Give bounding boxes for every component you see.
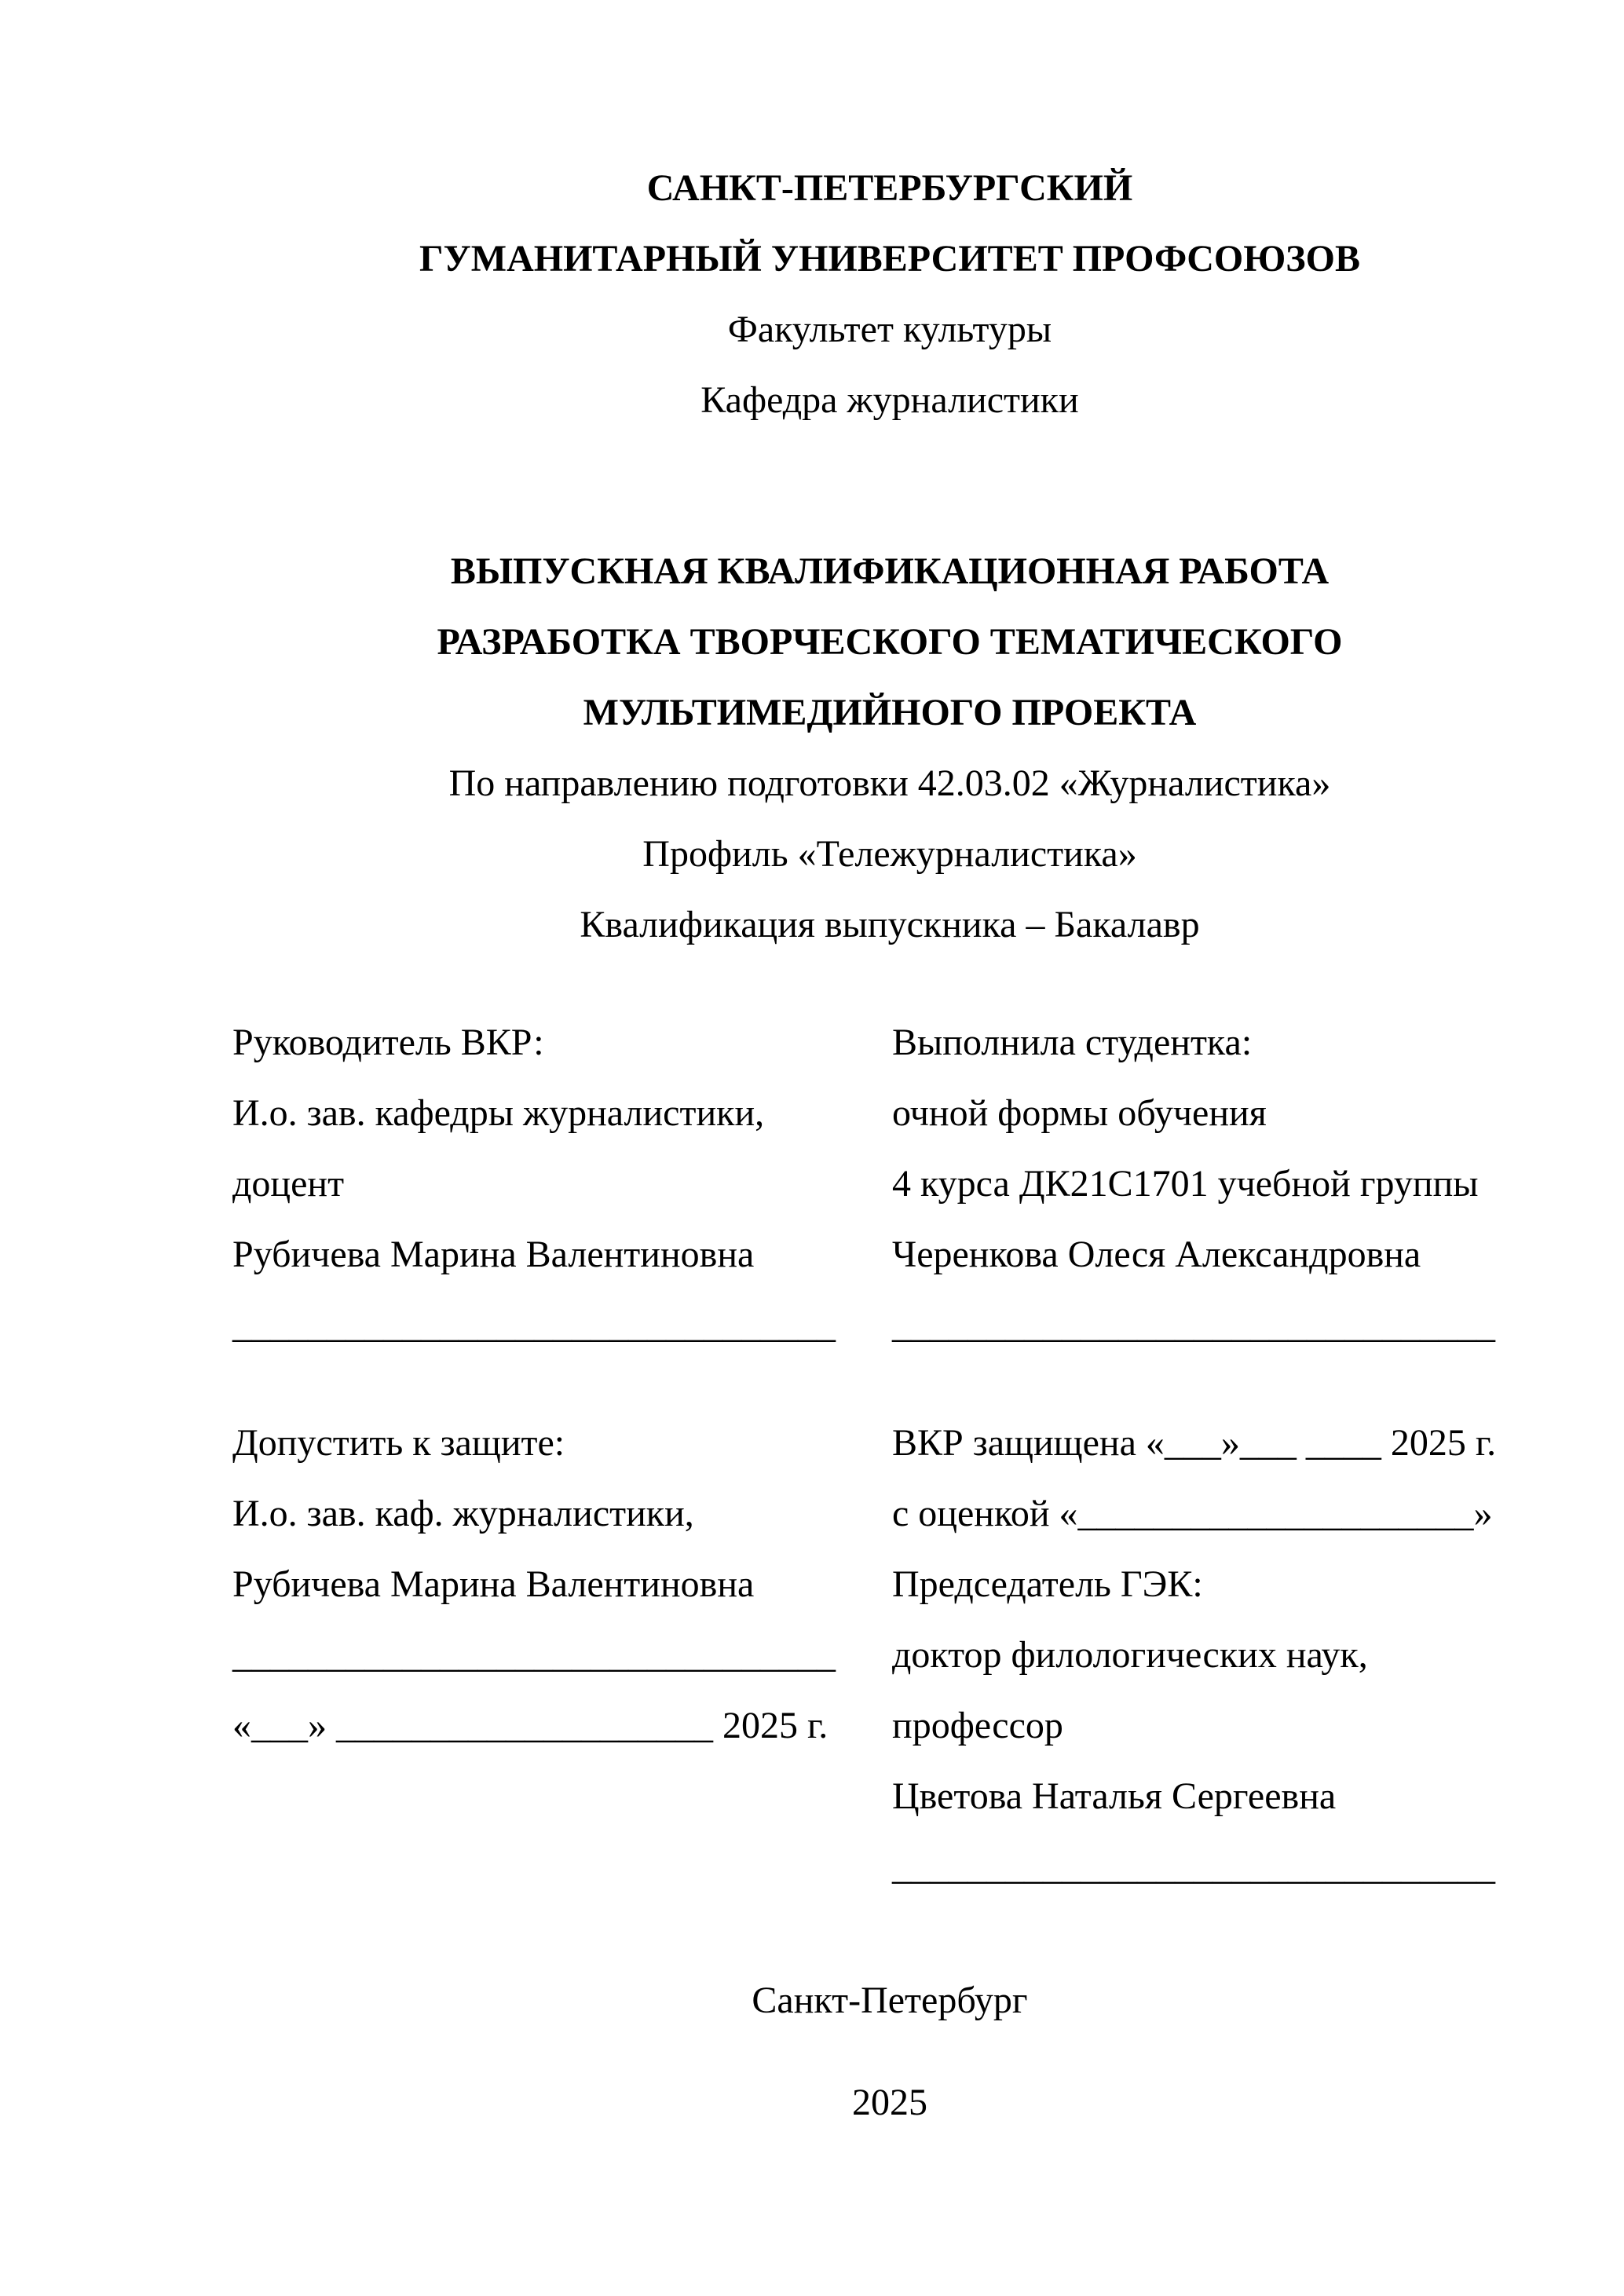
supervisor-student-section xyxy=(232,1007,1547,1361)
gek-chair-signature-line: ________________________________ xyxy=(892,1846,1495,1888)
defense-block xyxy=(892,1408,1547,1903)
department-line: Кафедра журналистики xyxy=(700,379,1079,421)
gek-chair-heading: Председатель ГЭК: xyxy=(892,1563,1203,1605)
admission-heading: Допустить к защите: xyxy=(232,1422,565,1464)
thesis-title-block xyxy=(232,536,1547,960)
supervisor-block xyxy=(232,1007,892,1361)
faculty-line: Факультет культуры xyxy=(727,309,1052,350)
year-line: 2025 xyxy=(852,2082,927,2123)
student-heading: Выполнила студентка: xyxy=(892,1022,1253,1063)
admission-name: Рубичева Марина Валентиновна xyxy=(232,1563,755,1605)
university-name-line-2: ГУМАНИТАРНЫЙ УНИВЕРСИТЕТ ПРОФСОЮЗОВ xyxy=(419,238,1360,280)
supervisor-position-line: И.о. зав. кафедры журналистики, xyxy=(232,1092,765,1134)
student-name: Черенкова Олеся Александровна xyxy=(892,1234,1421,1275)
gek-chair-rank-line: профессор xyxy=(892,1705,1063,1746)
program-line: По направлению подготовки 42.03.02 «Журналистика» xyxy=(448,762,1331,804)
city-line: Санкт-Петербург xyxy=(752,1980,1028,2021)
supervisor-heading: Руководитель ВКР: xyxy=(232,1022,544,1063)
profile-line: Профиль «Тележурналистика» xyxy=(642,833,1137,875)
supervisor-name: Рубичева Марина Валентиновна xyxy=(232,1234,755,1275)
supervisor-signature-line: ________________________________ xyxy=(232,1304,836,1346)
work-type-heading: ВЫПУСКНАЯ КВАЛИФИКАЦИОННАЯ РАБОТА xyxy=(450,550,1330,592)
admission-date-line: «___» ____________________ 2025 г. xyxy=(232,1705,828,1746)
student-block xyxy=(892,1007,1547,1361)
thesis-title-line-2: МУЛЬТИМЕДИЙНОГО ПРОЕКТА xyxy=(583,692,1197,733)
admission-block xyxy=(232,1408,892,1761)
footer-block xyxy=(232,1965,1547,2138)
student-signature-line: ________________________________ xyxy=(892,1304,1495,1346)
supervisor-rank-line: доцент xyxy=(232,1163,345,1205)
defense-date-line: ВКР защищена «___»___ ____ 2025 г. xyxy=(892,1422,1497,1464)
university-name-line-1: САНКТ-ПЕТЕРБУРГСКИЙ xyxy=(646,167,1133,209)
thesis-title-line-1: РАЗРАБОТКА ТВОРЧЕСКОГО ТЕМАТИЧЕСКОГО xyxy=(437,621,1343,663)
gek-chair-degree-line: доктор филологических наук, xyxy=(892,1634,1368,1676)
gek-chair-name: Цветова Наталья Сергеевна xyxy=(892,1775,1337,1817)
admission-signature-line: ________________________________ xyxy=(232,1634,836,1676)
student-group-line: 4 курса ДК21С1701 учебной группы xyxy=(892,1163,1479,1205)
qualification-line: Квалификация выпускника – Бакалавр xyxy=(580,904,1200,945)
admission-position-line: И.о. зав. каф. журналистики, xyxy=(232,1493,694,1534)
page-content xyxy=(232,153,1547,2138)
admission-defense-section xyxy=(232,1408,1547,1903)
defense-grade-line: с оценкой «_____________________» xyxy=(892,1493,1493,1534)
student-form-line: очной формы обучения xyxy=(892,1092,1267,1134)
university-header xyxy=(232,153,1547,436)
footer-spacer xyxy=(232,2036,1547,2067)
